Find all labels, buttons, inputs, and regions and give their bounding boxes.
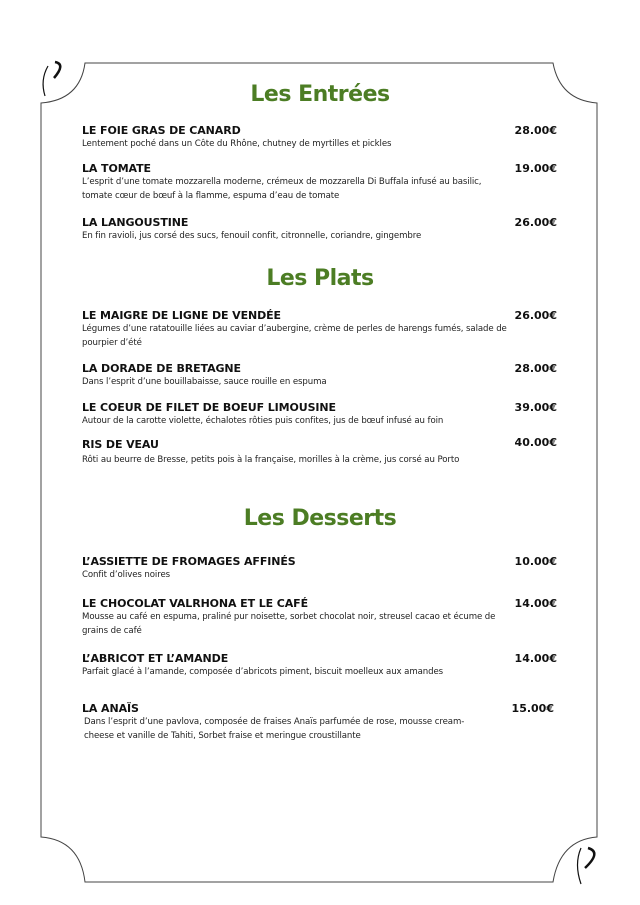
item-price: 40.00€ xyxy=(514,436,557,449)
item-description: Autour de la carotte violette, échalotes rôties puis confites, jus de bœuf infusé au foin xyxy=(82,416,444,426)
item-description: Parfait glacé à l’amande, composée d’abricots piment, biscuit moelleux aux amandes xyxy=(82,667,444,677)
item-name: LE CHOCOLAT VALRHONA ET LE CAFÉ xyxy=(82,597,308,610)
section-title-desserts: Les Desserts xyxy=(243,506,397,531)
section-title-entrees: Les Entrées xyxy=(250,82,390,107)
item-name: LE COEUR DE FILET DE BOEUF LIMOUSINE xyxy=(82,401,336,414)
item-name: LA TOMATE xyxy=(82,162,151,175)
item-name: LE MAIGRE DE LIGNE DE VENDÉE xyxy=(82,309,281,322)
item-name: LA LANGOUSTINE xyxy=(82,216,189,229)
item-price: 26.00€ xyxy=(514,216,557,229)
menu-item xyxy=(82,438,557,468)
menu-item xyxy=(82,216,557,244)
item-price: 26.00€ xyxy=(514,309,557,322)
menu-item xyxy=(82,124,557,152)
item-name: RIS DE VEAU xyxy=(82,438,159,451)
flourish-icon xyxy=(578,848,595,884)
menu-item xyxy=(82,401,557,429)
item-description: Dans l’esprit d’une bouillabaisse, sauce rouille en espuma xyxy=(82,377,327,387)
item-name: L’ABRICOT ET L’AMANDE xyxy=(82,652,229,665)
item-price: 28.00€ xyxy=(514,124,557,137)
menu-item xyxy=(82,555,557,583)
item-description: Lentement poché dans un Côte du Rhône, chutney de myrtilles et pickles xyxy=(82,139,392,149)
item-name: LA ANAÏS xyxy=(82,702,139,715)
item-price: 14.00€ xyxy=(514,597,557,610)
menu-item xyxy=(82,309,557,350)
item-description: Dans l’esprit d’une pavlova, composée de fraises Anaïs parfumée de rose, mousse cream-cheese et vanille de Tahiti, Sorbet fraise et meringue croustillante xyxy=(84,717,465,741)
item-name: L’ASSIETTE DE FROMAGES AFFINÉS xyxy=(82,555,296,568)
menu-item xyxy=(82,597,557,638)
item-price: 28.00€ xyxy=(514,362,557,375)
item-price: 10.00€ xyxy=(514,555,557,568)
item-name: LE FOIE GRAS DE CANARD xyxy=(82,124,241,137)
menu-item xyxy=(82,652,557,680)
menu-item xyxy=(82,702,557,743)
item-description: Mousse au café en espuma, praliné pur noisette, sorbet chocolat noir, streusel cacao et écume de grains de café xyxy=(82,612,496,636)
item-description: Rôti au beurre de Bresse, petits pois à la française, morilles à la crème, jus corsé au Porto xyxy=(82,455,460,465)
section-title-plats: Les Plats xyxy=(266,266,374,291)
item-price: 19.00€ xyxy=(514,162,557,175)
item-price: 14.00€ xyxy=(514,652,557,665)
item-price: 39.00€ xyxy=(514,401,557,414)
item-description: Légumes d’une ratatouille liées au caviar d’aubergine, crème de perles de harengs fumés, salade de pourpier d’été xyxy=(82,324,507,348)
item-price: 15.00€ xyxy=(511,702,554,715)
menu-item xyxy=(82,162,557,203)
item-description: En fin ravioli, jus corsé des sucs, fenouil confit, citronnelle, coriandre, gingembre xyxy=(82,231,422,241)
menu-item xyxy=(82,362,557,390)
item-description: L’esprit d’une tomate mozzarella moderne, crémeux de mozzarella Di Buffala infusé au basilic, tomate cœur de bœuf à la flamme, espuma d’eau de tomate xyxy=(82,177,482,201)
item-description: Confit d’olives noires xyxy=(82,570,171,580)
item-name: LA DORADE DE BRETAGNE xyxy=(82,362,241,375)
